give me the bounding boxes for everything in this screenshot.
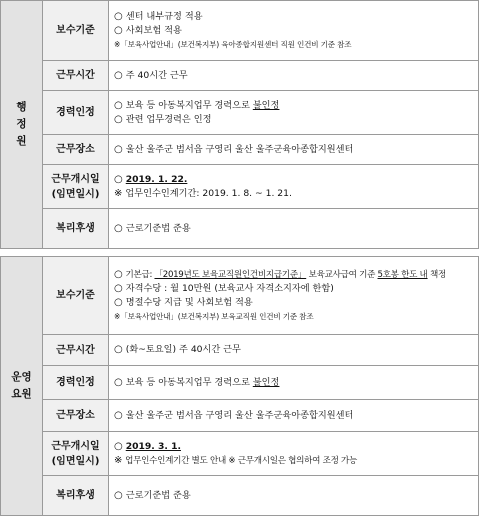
row-label-hours: 근무시간 bbox=[43, 61, 109, 91]
section-title-operations: 운영 요원 bbox=[1, 257, 43, 516]
table-row bbox=[1, 335, 479, 366]
row-content-hours: ○ (화~토요일) 주 40시간 근무 bbox=[109, 335, 479, 366]
table-row bbox=[1, 476, 479, 516]
row-content-location: ○ 울산 울주군 범서읍 구영리 울산 울주군육아종합지원센터 bbox=[109, 135, 479, 165]
table-row bbox=[1, 1, 479, 61]
row-label-career: 경력인정 bbox=[43, 91, 109, 135]
table-row bbox=[1, 257, 479, 335]
row-content-welfare: ○ 근로기준법 준용 bbox=[109, 476, 479, 516]
row-label-welfare: 복리후생 bbox=[43, 476, 109, 516]
table-row bbox=[1, 165, 479, 209]
table-row bbox=[1, 432, 479, 476]
table-row bbox=[1, 400, 479, 432]
row-label-pay: 보수기준 bbox=[43, 257, 109, 335]
table-row bbox=[1, 366, 479, 400]
row-label-location: 근무장소 bbox=[43, 400, 109, 432]
row-content-career: ○ 보육 등 아동복지업무 경력으로 불인정 ○ 관련 업무경력은 인정 bbox=[109, 91, 479, 135]
row-label-welfare: 복리후생 bbox=[43, 209, 109, 249]
row-content-location: ○ 울산 울주군 범서읍 구영리 울산 울주군육아종합지원센터 bbox=[109, 400, 479, 432]
operations-staff-table bbox=[0, 256, 479, 516]
row-content-career: ○ 보육 등 아동복지업무 경력으로 불인정 bbox=[109, 366, 479, 400]
row-content-welfare: ○ 근로기준법 준용 bbox=[109, 209, 479, 249]
table-row bbox=[1, 91, 479, 135]
row-content-pay: ○ 기본급: 「2019년도 보육교직원인건비지급기준」 보육교사급여 기준 5호봉 한도 내 책정 ○ 자격수당 : 월 10만원 (보육교사 자격소지자에 한함) ○ 명절수당 지급 및 사회보험 적용 ※「보육사업안내」(보건복지부) 보육교직원 인건비 기준 참조 bbox=[109, 257, 479, 335]
table-row bbox=[1, 209, 479, 249]
table-divider bbox=[0, 249, 479, 256]
row-label-pay: 보수기준 bbox=[43, 1, 109, 61]
row-content-start-date: ○ 2019. 3. 1. ※ 업무인수인계기간 별도 안내 ※ 근무개시일은 협의하여 조정 가능 bbox=[109, 432, 479, 476]
row-label-start-date: 근무개시일 (임면일시) bbox=[43, 165, 109, 209]
row-content-start-date: ○ 2019. 1. 22. ※ 업무인수인계기간: 2019. 1. 8. ~ 1. 21. bbox=[109, 165, 479, 209]
row-label-career: 경력인정 bbox=[43, 366, 109, 400]
row-content-hours: ○ 주 40시간 근무 bbox=[109, 61, 479, 91]
table-row bbox=[1, 61, 479, 91]
admin-staff-table bbox=[0, 0, 479, 249]
row-label-hours: 근무시간 bbox=[43, 335, 109, 366]
row-label-start-date: 근무개시일 (임면일시) bbox=[43, 432, 109, 476]
table-row bbox=[1, 135, 479, 165]
row-content-pay: ○ 센터 내부규정 적용 ○ 사회보험 적용 ※「보육사업안내」(보건복지부) 육아종합지원센터 직원 인건비 기준 참조 bbox=[109, 1, 479, 61]
section-title-admin: 행 정 원 bbox=[1, 1, 43, 249]
row-label-location: 근무장소 bbox=[43, 135, 109, 165]
